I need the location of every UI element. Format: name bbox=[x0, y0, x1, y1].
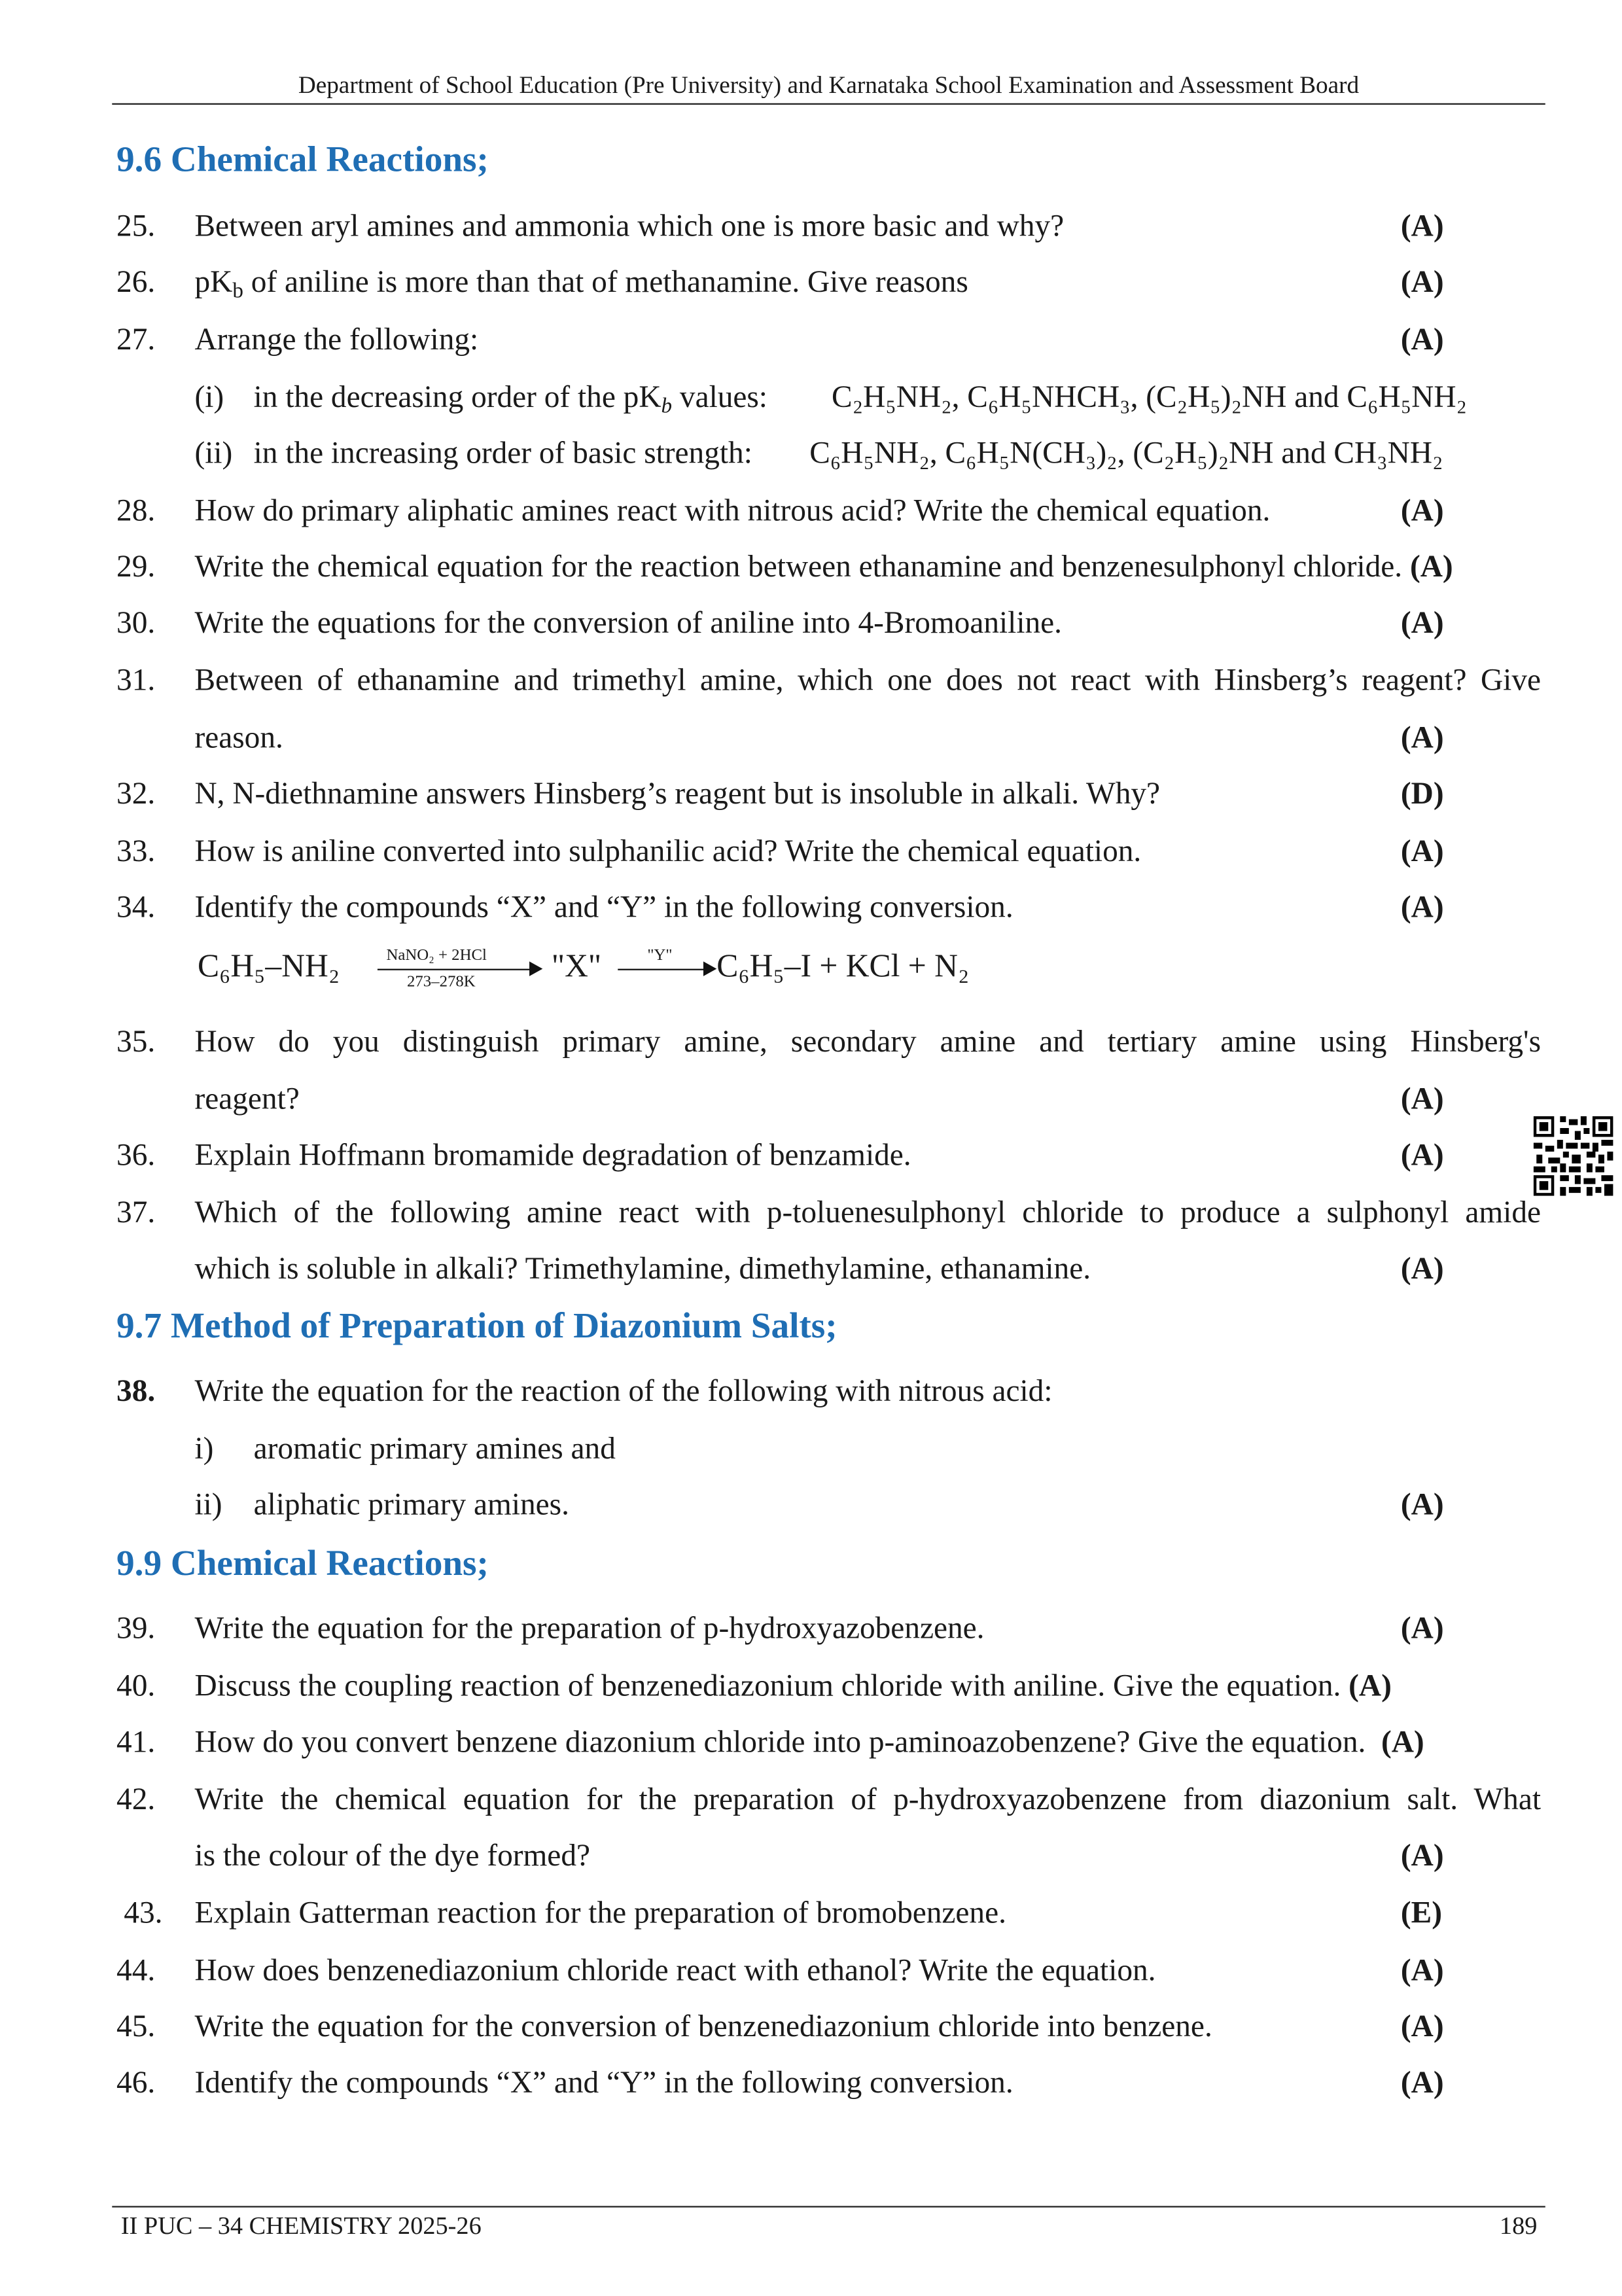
difficulty-mark: (A) bbox=[1400, 1080, 1444, 1116]
difficulty-mark: (A) bbox=[1400, 1486, 1444, 1522]
question-38-part-ii bbox=[0, 1485, 1622, 1523]
question-number: 28. bbox=[116, 492, 156, 528]
question-text: Write the chemical equation for the preparation of p-hydroxyazobenzene from diazonium salt. What bbox=[194, 1781, 1542, 1817]
question-46 bbox=[0, 2063, 1622, 2102]
difficulty-mark: (A) bbox=[1400, 1837, 1444, 1873]
question-number: 29. bbox=[116, 548, 156, 584]
question-text: How do primary aliphatic amines react with nitrous acid? Write the chemical equation. bbox=[194, 492, 1271, 528]
question-30 bbox=[0, 603, 1622, 642]
pk-subscript: b bbox=[232, 279, 243, 304]
difficulty-mark: (A) bbox=[1400, 492, 1444, 528]
question-number: 33. bbox=[116, 833, 156, 869]
question-text-cont: reagent? bbox=[194, 1080, 300, 1116]
question-number: 31. bbox=[116, 662, 156, 698]
question-25 bbox=[0, 207, 1622, 245]
qr-code-icon[interactable] bbox=[1534, 1116, 1613, 1196]
products: C₆H₅–I + KCl + N₂ bbox=[716, 946, 970, 984]
part-text: in the increasing order of basic strength: bbox=[253, 434, 752, 470]
difficulty-mark: (A) bbox=[1400, 207, 1444, 243]
question-number: 45. bbox=[116, 2008, 156, 2044]
footer-rule bbox=[112, 2206, 1545, 2208]
difficulty-mark: (A) bbox=[1400, 321, 1444, 357]
part-text-a: in the decreasing order of the pK bbox=[253, 379, 661, 415]
difficulty-mark: (A) bbox=[1400, 1250, 1444, 1286]
question-text-cont: which is soluble in alkali? Trimethylamine, dimethylamine, ethanamine. bbox=[194, 1250, 1091, 1286]
question-number: 41. bbox=[116, 1723, 156, 1759]
question-37 bbox=[0, 1193, 1622, 1231]
difficulty-mark: (A) bbox=[1400, 719, 1444, 755]
difficulty-mark: (A) bbox=[1349, 1667, 1392, 1703]
part-label: (ii) bbox=[194, 434, 233, 470]
question-text: Write the equation for the preparation of p-hydroxyazobenzene. bbox=[194, 1610, 985, 1646]
question-number: 30. bbox=[116, 604, 156, 641]
section-heading-9-7: 9.7 Method of Preparation of Diazonium Salts; bbox=[116, 1306, 837, 1347]
pk-text: pK bbox=[194, 264, 233, 300]
difficulty-mark: (A) bbox=[1400, 264, 1444, 300]
difficulty-mark: (A) bbox=[1400, 889, 1444, 925]
question-36 bbox=[0, 1135, 1622, 1174]
compound-list: C₆H₅NH₂, C₆H₅N(CH₃)₂, (C₂H₅)₂NH and CH₃NH₂ bbox=[809, 434, 1443, 470]
question-31-cont bbox=[0, 718, 1622, 757]
section-heading-9-6: 9.6 Chemical Reactions; bbox=[116, 140, 489, 180]
question-text: Write the equations for the conversion of aniline into 4-Bromoaniline. bbox=[194, 604, 1062, 641]
question-text: Identify the compounds “X” and “Y” in the following conversion. bbox=[194, 889, 1014, 925]
question-number: 42. bbox=[116, 1781, 156, 1817]
question-text: How do you distinguish primary amine, secondary amine and tertiary amine using Hinsberg's bbox=[194, 1023, 1542, 1059]
question-38 bbox=[0, 1371, 1622, 1410]
question-text-main: How do you convert benzene diazonium chloride into p-aminoazobenzene? Give the equation. bbox=[194, 1723, 1366, 1759]
reaction-arrow bbox=[378, 969, 540, 970]
compound-list: C₂H₅NH₂, C₆H₅NHCH₃, (C₂H₅)₂NH and C₆H₅NH₂ bbox=[832, 379, 1468, 415]
part-label: (i) bbox=[194, 379, 224, 415]
question-number: 38. bbox=[116, 1373, 156, 1409]
difficulty-mark: (E) bbox=[1400, 1894, 1443, 1930]
question-text: Identify the compounds “X” and “Y” in the following conversion. bbox=[194, 2064, 1014, 2100]
difficulty-mark: (A) bbox=[1400, 1952, 1444, 1988]
part-text: aliphatic primary amines. bbox=[253, 1486, 569, 1522]
difficulty-mark: (A) bbox=[1409, 548, 1453, 584]
reagent-y: "Y" bbox=[647, 946, 673, 964]
reagent-bottom: 273–278K bbox=[406, 973, 476, 991]
question-27-part-ii bbox=[0, 434, 1622, 472]
question-text: Write the equation for the conversion of benzenediazonium chloride into benzene. bbox=[194, 2008, 1212, 2044]
part-text bbox=[253, 378, 767, 419]
part-label: ii) bbox=[194, 1486, 222, 1522]
question-number: 36. bbox=[116, 1137, 156, 1173]
header-rule bbox=[112, 103, 1545, 105]
question-text: Explain Hoffmann bromamide degradation of benzamide. bbox=[194, 1137, 911, 1173]
question-37-cont bbox=[0, 1249, 1622, 1288]
question-42 bbox=[0, 1780, 1622, 1818]
question-45 bbox=[0, 2007, 1622, 2045]
difficulty-mark: (D) bbox=[1400, 775, 1444, 811]
section-heading-9-9: 9.9 Chemical Reactions; bbox=[116, 1544, 489, 1584]
question-number: 32. bbox=[116, 775, 156, 811]
question-text: Explain Gatterman reaction for the preparation of bromobenzene. bbox=[194, 1894, 1006, 1930]
question-31 bbox=[0, 661, 1622, 699]
question-26 bbox=[0, 262, 1622, 304]
question-text-cont: reason. bbox=[194, 719, 283, 755]
question-text bbox=[194, 547, 1453, 586]
question-35-cont bbox=[0, 1080, 1622, 1118]
question-text: Which of the following amine react with p-toluenesulphonyl chloride to produce a sulphonyl amide bbox=[194, 1194, 1542, 1230]
intermediate-x: "X" bbox=[551, 946, 602, 984]
question-39 bbox=[0, 1609, 1622, 1648]
question-text bbox=[194, 1722, 1424, 1761]
difficulty-mark: (A) bbox=[1400, 833, 1444, 869]
question-number: 25. bbox=[116, 207, 156, 243]
question-number: 40. bbox=[116, 1667, 156, 1703]
part-text: aromatic primary amines and bbox=[253, 1430, 616, 1466]
question-34 bbox=[0, 888, 1622, 927]
question-text bbox=[194, 262, 968, 304]
question-text: Arrange the following: bbox=[194, 321, 479, 357]
footer-course: II PUC – 34 CHEMISTRY 2025-26 bbox=[120, 2212, 482, 2240]
page-number: 189 bbox=[1499, 2212, 1538, 2240]
question-text-main: Write the chemical equation for the reaction between ethanamine and benzenesulphonyl chloride. bbox=[194, 548, 1403, 584]
page-header: Department of School Education (Pre University) and Karnataka School Examination and Assessment Board bbox=[298, 71, 1360, 99]
question-28 bbox=[0, 491, 1622, 529]
question-32 bbox=[0, 774, 1622, 813]
question-27 bbox=[0, 320, 1622, 359]
question-text: Between aryl amines and ammonia which one is more basic and why? bbox=[194, 207, 1065, 243]
part-label: i) bbox=[194, 1430, 214, 1466]
question-43 bbox=[0, 1894, 1622, 1932]
pk-subscript: b bbox=[661, 395, 673, 419]
question-text bbox=[194, 1667, 1391, 1705]
question-40 bbox=[0, 1667, 1622, 1705]
question-number: 39. bbox=[116, 1610, 156, 1646]
question-number: 44. bbox=[116, 1952, 156, 1988]
question-42-cont bbox=[0, 1836, 1622, 1875]
reaction-arrow-2 bbox=[618, 969, 713, 970]
question-number: 27. bbox=[116, 321, 156, 357]
question-text: How is aniline converted into sulphanilic acid? Write the chemical equation. bbox=[194, 833, 1142, 869]
question-text: Between of ethanamine and trimethyl amine, which one does not react with Hinsberg’s reagent? Give bbox=[194, 662, 1542, 698]
question-number: 34. bbox=[116, 889, 156, 925]
difficulty-mark: (A) bbox=[1400, 2008, 1444, 2044]
question-text-cont: is the colour of the dye formed? bbox=[194, 1837, 591, 1873]
difficulty-mark: (A) bbox=[1400, 604, 1444, 641]
question-text-rest: of aniline is more than that of methanamine. Give reasons bbox=[243, 264, 968, 300]
question-text: How does benzenediazonium chloride react with ethanol? Write the equation. bbox=[194, 1952, 1156, 1988]
part-text-b: values: bbox=[672, 379, 767, 415]
difficulty-mark: (A) bbox=[1400, 2064, 1444, 2100]
question-41 bbox=[0, 1722, 1622, 1761]
question-35 bbox=[0, 1022, 1622, 1061]
question-number: 46. bbox=[116, 2064, 156, 2100]
question-text-main: Discuss the coupling reaction of benzenediazonium chloride with aniline. Give the equation. bbox=[194, 1667, 1341, 1703]
difficulty-mark: (A) bbox=[1400, 1137, 1444, 1173]
question-27-part-i bbox=[0, 378, 1622, 419]
question-number: 26. bbox=[116, 264, 156, 300]
reagent-top: NaNO₂ + 2HCl bbox=[386, 946, 487, 964]
question-number: 37. bbox=[116, 1194, 156, 1230]
question-44 bbox=[0, 1951, 1622, 1990]
question-text: Write the equation for the reaction of the following with nitrous acid: bbox=[194, 1373, 1053, 1409]
question-38-part-i bbox=[0, 1429, 1622, 1468]
question-33 bbox=[0, 832, 1622, 870]
question-text: N, N-diethnamine answers Hinsberg’s reagent but is insoluble in alkali. Why? bbox=[194, 775, 1161, 811]
reactant: C₆H₅–NH₂ bbox=[197, 946, 340, 984]
question-29 bbox=[0, 547, 1622, 586]
question-number: 43. bbox=[124, 1894, 163, 1930]
question-number: 35. bbox=[116, 1023, 156, 1059]
difficulty-mark: (A) bbox=[1400, 1610, 1444, 1646]
difficulty-mark: (A) bbox=[1381, 1723, 1424, 1759]
